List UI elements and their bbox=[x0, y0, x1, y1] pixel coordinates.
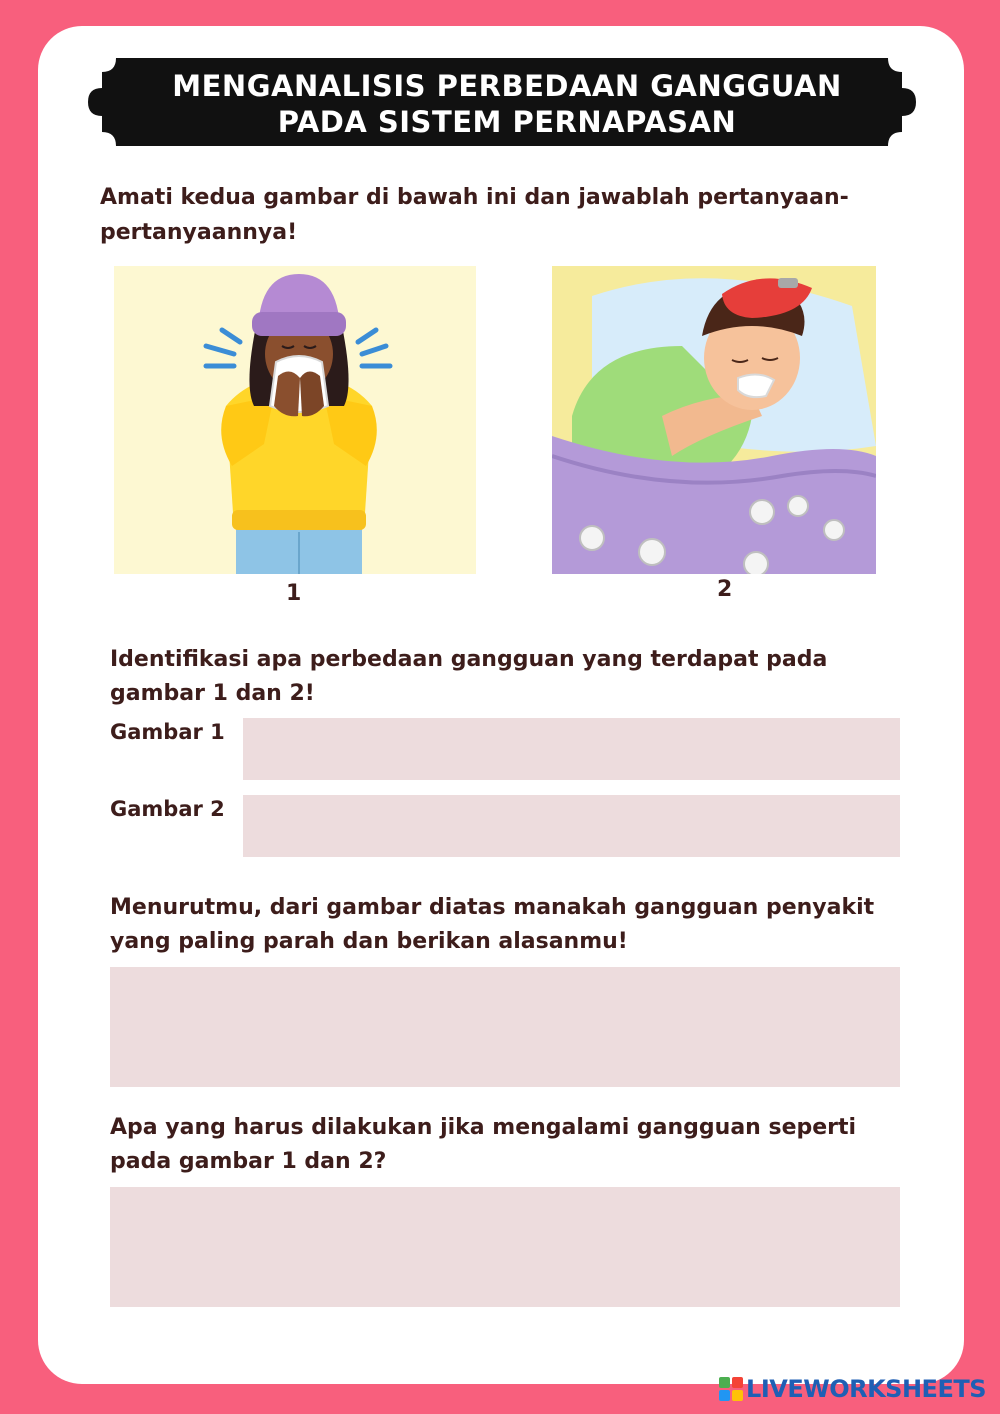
image-caption-1: 1 bbox=[286, 581, 302, 606]
sneezing-woman-illustration bbox=[114, 266, 476, 574]
title-banner bbox=[88, 58, 916, 146]
image-caption-2: 2 bbox=[717, 577, 733, 602]
gambar-2-answer-field[interactable] bbox=[243, 795, 900, 857]
page-title: MENGANALISIS PERBEDAAN GANGGUAN PADA SISTEM PERNAPASAN bbox=[172, 69, 842, 139]
sick-man-coughing-in-bed-illustration bbox=[552, 266, 876, 574]
liveworksheets-logo-icon bbox=[719, 1377, 743, 1401]
question-2-answer-field[interactable] bbox=[110, 967, 900, 1087]
question-3-answer-field[interactable] bbox=[110, 1187, 900, 1307]
gambar-2-label: Gambar 2 bbox=[110, 797, 225, 821]
question-1-text: Identifikasi apa perbedaan gangguan yang terdapat pada gambar 1 dan 2! bbox=[110, 647, 828, 706]
brand-name: LIVEWORKSHEETS bbox=[746, 1375, 986, 1403]
gambar-1-label: Gambar 1 bbox=[110, 720, 225, 744]
gambar-1-answer-field[interactable] bbox=[243, 718, 900, 780]
question-2-text: Menurutmu, dari gambar diatas manakah gangguan penyakit yang paling parah dan berikan alasanmu! bbox=[110, 895, 875, 954]
liveworksheets-brand[interactable] bbox=[719, 1374, 986, 1404]
question-3-text: Apa yang harus dilakukan jika mengalami gangguan seperti pada gambar 1 dan 2? bbox=[110, 1115, 857, 1174]
instruction-text: Amati kedua gambar di bawah ini dan jawablah pertanyaan-pertanyaannya! bbox=[100, 185, 849, 245]
